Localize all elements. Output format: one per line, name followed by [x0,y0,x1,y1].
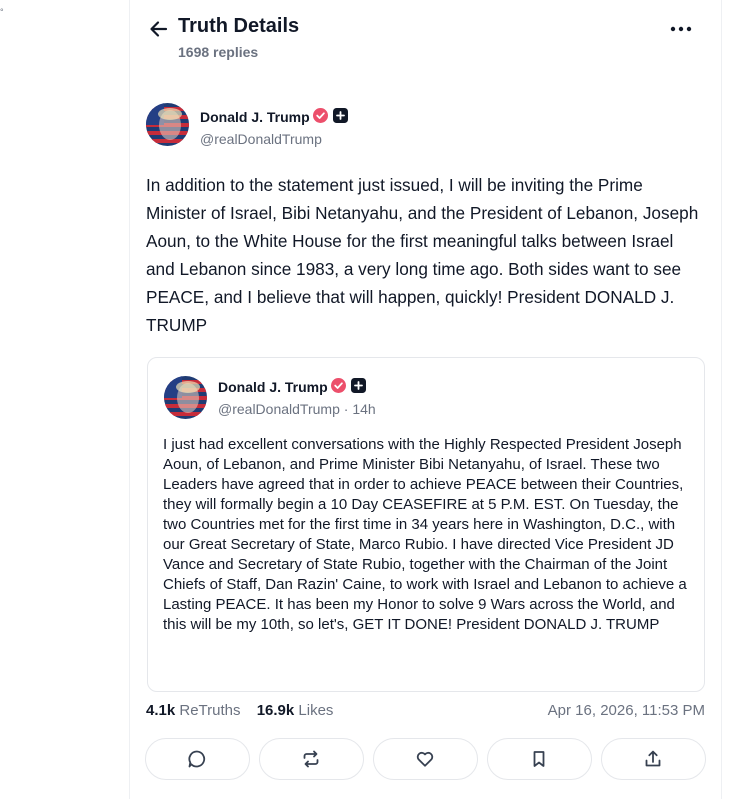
plus-badge-icon [333,108,348,123]
retruths-stat[interactable] [146,702,241,719]
reply-button[interactable] [145,738,250,780]
engagement-stats [146,702,345,719]
comment-icon [187,749,207,769]
likes-label: Likes [298,702,334,719]
author-name[interactable]: Donald J. Trump [200,109,310,125]
quote-body: I just had excellent conversations with the Highly Respected President Joseph Aoun, of Lebanon, and Prime Minister Bibi Netanyahu, of Israel. These two Leaders have agreed that in order to achieve PEACE between their Countries, they will formally begin a 10 Day CEASEFIRE at 5 P.M. EST. On Tuesday, the two Countries met for the first time in 34 years here in Washington, D.C., with our Great Secretary of State, Marco Rubio. I have directed Vice President JD Vance and Secretary of State Rubio, together with the Chairman of the Joint Chiefs of Staff, Dan Razin' Caine, to work with Israel and Lebanon to achieve a Lasting PEACE. It has been my Honor to solve 9 Wars across the World, and this will be my 10th, so let's, GET IT DONE! President DONALD J. TRUMP [163,436,687,633]
post-timestamp: Apr 16, 2026, 11:53 PM [547,702,705,719]
post-body: In addition to the statement just issued, I will be inviting the Prime Minister of Israel, Bibi Netanyahu, and the President of Lebanon, Joseph Aoun, to the White House for the first meaningful talks between Israel and Lebanon since 1983, a very long time ago. Both sides want to see PEACE, and I believe that will happen, quickly! President DONALD J. TRUMP [146,175,699,335]
page-header [130,0,721,80]
verified-badge-icon [331,378,346,393]
share-button[interactable] [601,738,706,780]
flag-portrait-icon [146,103,189,146]
quote-author-handle[interactable]: @realDonaldTrump [218,401,340,417]
share-icon [643,749,663,769]
bookmark-button[interactable] [487,738,592,780]
arrow-left-icon [148,18,170,40]
edge-marker: ° [0,7,4,17]
meta-separator: · [343,401,353,417]
likes-stat[interactable] [257,702,334,719]
retruths-label: ReTruths [179,702,241,719]
page-title: Truth Details [178,15,300,37]
more-horizontal-icon [668,18,694,40]
quote-author-name[interactable]: Donald J. Trump [218,379,328,395]
quote-author-meta [218,401,376,417]
reply-count: 1698 replies [178,44,259,60]
quote-time-ago: 14h [352,401,376,417]
author-avatar[interactable] [146,103,189,146]
quote-author-avatar[interactable] [164,376,207,419]
more-options-button[interactable] [668,18,694,40]
back-button[interactable] [148,18,170,40]
retruth-icon [301,749,321,769]
post-actions [145,738,707,780]
heart-icon [415,749,435,769]
plus-badge-icon [351,378,366,393]
bookmark-icon [529,749,549,769]
like-button[interactable] [373,738,478,780]
flag-portrait-icon [164,376,207,419]
quoted-post[interactable] [147,357,705,692]
retruths-count: 4.1k [146,702,176,719]
truth-details-column [129,0,722,799]
verified-badge-icon [313,108,328,123]
retruth-button[interactable] [259,738,364,780]
author-handle[interactable]: @realDonaldTrump [200,131,322,147]
likes-count: 16.9k [256,702,295,719]
